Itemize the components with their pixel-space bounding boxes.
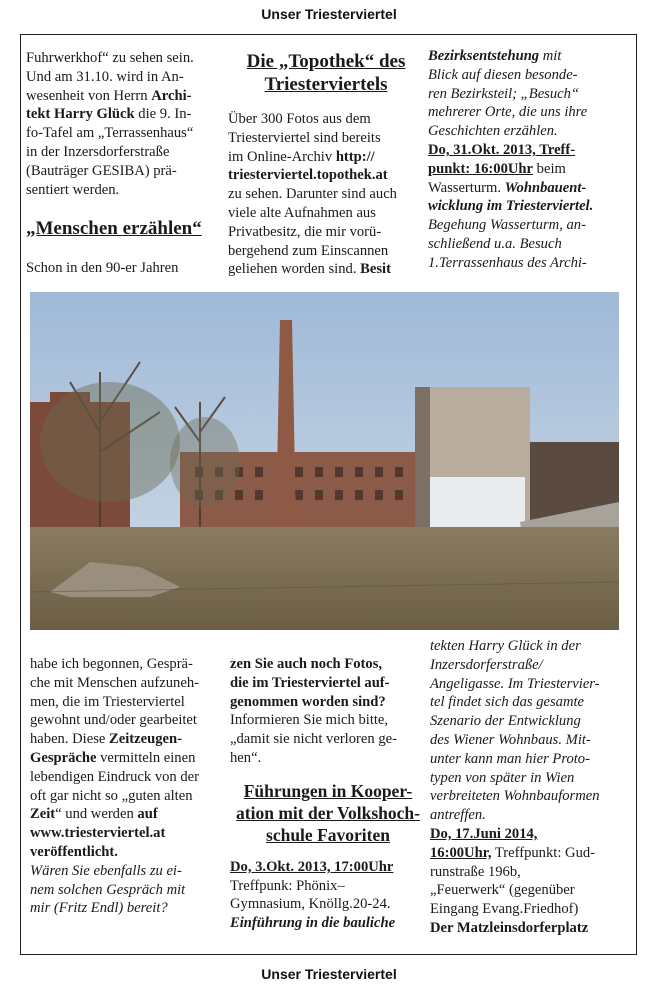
column-2-bottom [230, 655, 426, 933]
page-header-title: Unser Triesterviertel [261, 6, 397, 22]
triesterviertel-url[interactable]: www.triesterviertel.at [30, 825, 166, 842]
text-line: in der Inzersdorferstraße [26, 143, 170, 160]
text-line: Informieren Sie mich bitte, [230, 712, 389, 729]
text-line: Wären Sie ebenfalls zu ei- [30, 862, 182, 879]
topothek-heading: Die „Topothek“ des Triesterviertels [246, 51, 406, 95]
text-line: oft gar nicht so „guten alten [30, 787, 193, 804]
column-3-top [428, 47, 628, 273]
text-line: schließend u.a. Besuch [428, 235, 562, 252]
text-line: viele alte Aufnahmen aus [228, 204, 376, 221]
text-line: Begehung Wasserturm, an- [428, 217, 586, 234]
text-line: Schon in den 90-er Jahren [26, 260, 179, 277]
text-line: veröffentlicht. [30, 843, 118, 860]
text-line: verbreiteten Wohnbauformen [430, 788, 600, 805]
text-line: Zeit“ und werden auf [30, 806, 158, 823]
text-line: Treffpunk: Phönix– [230, 877, 345, 894]
text-line: hen“. [230, 749, 262, 766]
text-line: mir (Fritz Endl) bereit? [30, 900, 168, 917]
text-line: nem solchen Gespräch mit [30, 881, 186, 898]
text-line: Bezirksentstehung mit [428, 48, 562, 64]
text-line: 16:00Uhr, Treffpunkt: Gud- [430, 844, 596, 861]
text-line: im Online-Archiv http:// [228, 148, 375, 165]
menschen-heading: „Menschen erzählen“ [26, 218, 202, 240]
text-line: Angeligasse. Im Triestervier- [430, 675, 600, 692]
text-line: (Bauträger GESIBA) prä- [26, 162, 177, 179]
text-line: des Wiener Wohnbaus. Mit- [430, 731, 591, 748]
page-footer-title: Unser Triesterviertel [261, 966, 397, 982]
text-line: Gespräche vermitteln einen [30, 749, 196, 766]
column-1-top [26, 49, 224, 278]
text-line: antreffen. [430, 807, 486, 824]
text-line: „Feuerwerk“ (gegenüber [430, 882, 575, 899]
text-line: 1.Terrassenhaus des Archi- [428, 254, 587, 271]
fuehrungen-heading: Führungen in Kooper- ation mit der Volkshoch- schule Favoriten [236, 780, 420, 845]
text-line: bergehend zum Einscannen [228, 242, 389, 259]
text-line: Fuhrwerkhof“ zu sehen sein. [26, 50, 194, 66]
text-line: che mit Menschen aufzuneh- [30, 674, 199, 691]
text-line: Triesterviertel sind bereits [228, 129, 381, 146]
text-line: tekten Harry Glück in der [430, 638, 581, 654]
text-line: men, die im Triesterviertel [30, 693, 185, 710]
text-line: Blick auf diesen besonde- [428, 66, 578, 83]
event-date-2: Do, 3.Okt. 2013, 17:00Uhr [230, 858, 394, 875]
text-line: tel findet sich das gesamte [430, 694, 585, 711]
text-line: Wasserturm. Wohnbauent- [428, 179, 587, 196]
text-line: geliehen worden sind. Besit [228, 261, 391, 278]
text-line: typen von später in Wien [430, 769, 575, 786]
text-line: Einführung in die bauliche [230, 915, 396, 932]
column-1-bottom [30, 655, 226, 918]
text-line: haben. Diese Zeitzeugen- [30, 731, 182, 748]
text-line: zu sehen. Darunter sind auch [228, 186, 397, 203]
text-line: Über 300 Fotos aus dem [228, 111, 371, 127]
text-line: mehrerer Orte, die uns ihre [428, 104, 588, 121]
text-line: fo-Tafel am „Terrassenhaus“ [26, 125, 194, 142]
architect-label: Archi- [151, 87, 192, 104]
column-3-bottom [430, 637, 630, 938]
text-line: lebendigen Eindruck von der [30, 768, 199, 785]
text-line: zen Sie auch noch Fotos, [230, 656, 383, 672]
text-line: Szenario der Entwicklung [430, 713, 581, 730]
event-date-3: Do, 17.Juni 2014, [430, 825, 538, 842]
text-line: „damit sie nicht verloren ge- [230, 731, 397, 748]
text-line: wicklung im Triesterviertel. [428, 198, 594, 215]
text-line: punkt: 16:00Uhr beim [428, 160, 566, 177]
topothek-url[interactable]: triesterviertel.topothek.at [228, 167, 388, 184]
text-line: Der Matzleinsdorferplatz [430, 919, 589, 936]
text-line: gewohnt und/oder gearbeitet [30, 712, 197, 729]
text-line: Inzersdorferstraße/ [430, 656, 543, 673]
text-line: unter kann man hier Proto- [430, 750, 590, 767]
text-line: runstraße 196b, [430, 863, 521, 880]
event-date-1: Do, 31.Okt. 2013, Treff- [428, 141, 576, 158]
text-line: Gymnasium, Knöllg.20-24. [230, 896, 391, 913]
text-line: Eingang Evang.Friedhof) [430, 901, 579, 918]
text-line: tekt Harry Glück die 9. In- [26, 106, 192, 123]
text-line: genommen worden sind? [230, 693, 386, 710]
text-line: Privatbesitz, die mir vorü- [228, 223, 382, 240]
text-line: Und am 31.10. wird in An- [26, 68, 184, 85]
text-line: Geschichten erzählen. [428, 123, 558, 140]
text-line: habe ich begonnen, Gesprä- [30, 656, 193, 672]
text-line: sentiert werden. [26, 181, 120, 198]
text-line: die im Triesterviertel auf- [230, 674, 390, 691]
column-2-top [228, 50, 424, 279]
text-line: ren Bezirksteil; „Besuch“ [428, 85, 580, 102]
text-line: wesenheit von Herrn Archi- [26, 87, 192, 104]
factory-chimney-photo [30, 292, 619, 630]
